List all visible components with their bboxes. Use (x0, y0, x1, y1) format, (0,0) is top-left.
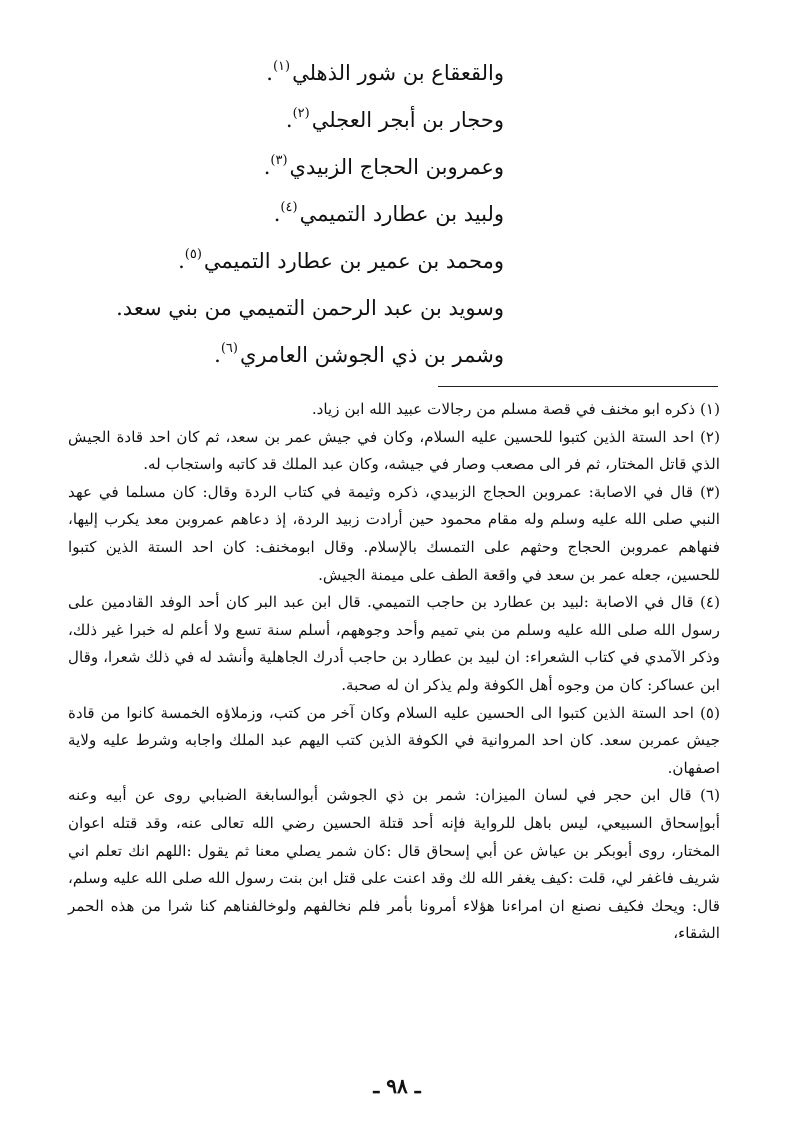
footnote-ref: (٢) (292, 106, 310, 121)
name-text: والقعقاع بن شور الذهلي (292, 61, 504, 85)
line-end: . (178, 249, 185, 273)
name-line (64, 332, 504, 379)
footnote-ref: (٣) (270, 153, 288, 168)
name-text: وشمر بن ذي الجوشن العامري (239, 343, 504, 367)
name-line (64, 144, 504, 191)
name-text: وحجار بن أبجر العجلي (311, 108, 504, 132)
footnote-1: (١) ذكره ابو مخنف في قصة مسلم من رجالات عبيد الله ابن زياد. (311, 400, 720, 418)
footnote-ref: (٥) (184, 247, 202, 262)
name-text: وسويد بن عبد الرحمن التميمي من بني سعد. (116, 296, 504, 320)
name-text: ومحمد بن عمير بن عطارد التميمي (203, 249, 504, 273)
page-number: ـ ٩٨ ـ (373, 1074, 421, 1098)
name-line (64, 50, 504, 97)
line-end: . (214, 343, 221, 367)
footnote-2: (٢) احد الستة الذين كتبوا للحسين عليه السلام، وكان في جيش عمر بن سعد، ثم كان احد قادة الجيش الذي قاتل المختار، ثم فر الى مصعب وصار في جيشه، وكان عبد الملك قد كاتبه واستجاب له. (68, 427, 720, 474)
footnote-ref: (١) (272, 59, 291, 74)
footnote-4: (٤) قال في الاصابة :لبيد بن عطارد بن حاجب التميمي. قال ابن عبد البر كان أحد الوفد القادمين على رسول الله صلى الله عليه وسلم من بني تميم وأحد وجوههم، أسلم سنة تسع ولا أعلم له خبرا غير ذلك، وذكر الآمدي في كتاب الشعراء: ان لبيد بن عطارد بن حاجب أدرك الجاهلية وأنشد له في ذلك شعرا، وقال ابن عساكر: كان من وجوه أهل الكوفة ولم يذكر ان له صحبة. (68, 593, 720, 694)
names-list (64, 50, 504, 379)
name-line (64, 191, 504, 238)
line-end: . (263, 155, 271, 179)
footnote-ref: (٤) (280, 200, 298, 215)
name-text: ولبيد بن عطارد التميمي (299, 202, 504, 226)
name-line (64, 97, 504, 144)
name-text: وعمروبن الحجاج الزبيدي (289, 155, 504, 179)
footnote-6: (٦) قال ابن حجر في لسان الميزان: شمر بن ذي الجوشن أبوالسابغة الضبابي روى عن أبيه وعنه أبوإسحاق السبيعي، ليس باهل للرواية فإنه أحد قتلة الحسين رضي الله تعالى عنه، وقد قتله اعوان المختار، روى أبوبكر بن عياش عن أبي إسحاق قال :كان شمر يصلي معنا ثم يقول :اللهم انك تعلم اني شريف فاغفر لي، قلت :كيف يغفر الله لك وقد اعنت على قتل ابن بنت رسول الله صلى الله عليه وسلم، قال: ويحك فكيف نصنع ان امراءنا هؤلاء أمرونا بأمر فلم نخالفهم ولوخالفناهم كنا شرا من هذه الحمر الشقاء، (68, 786, 720, 943)
line-end: . (285, 108, 293, 132)
name-line (64, 285, 504, 332)
footnote-5: (٥) احد الستة الذين كتبوا الى الحسين عليه السلام وكان آخر من كتب، وزملاؤه الخمسة كانوا من قادة جيش عمربن سعد. كان احد المروانية في الكوفة الذين كتب اليهم عبد الملك واجابه وشرط عليه ولاية اصفهان. (68, 703, 720, 777)
line-end: . (273, 202, 281, 226)
line-end: . (266, 61, 273, 85)
footnote-3: (٣) قال في الاصابة: عمروبن الحجاج الزبيدي، ذكره وثيمة في كتاب الردة وقال: كان مسلما في عهد النبي صلى الله عليه وسلم وله مقام محمود حين أرادت زبيد الردة، إذ دعاهم عمروبن معد يكرب إليها، فنهاهم عمروبن الحجاج وحثهم على التمسك بالإسلام. وقال ابومخنف: كان احد الستة الذين كتبوا للحسين، جعله عمر بن سعد في واقعة الطف على ميمنة الجيش. (68, 482, 720, 584)
footnote-ref: (٦) (220, 341, 238, 356)
name-line (64, 238, 504, 285)
footnote-divider (438, 386, 718, 387)
footnotes-list (68, 396, 720, 948)
